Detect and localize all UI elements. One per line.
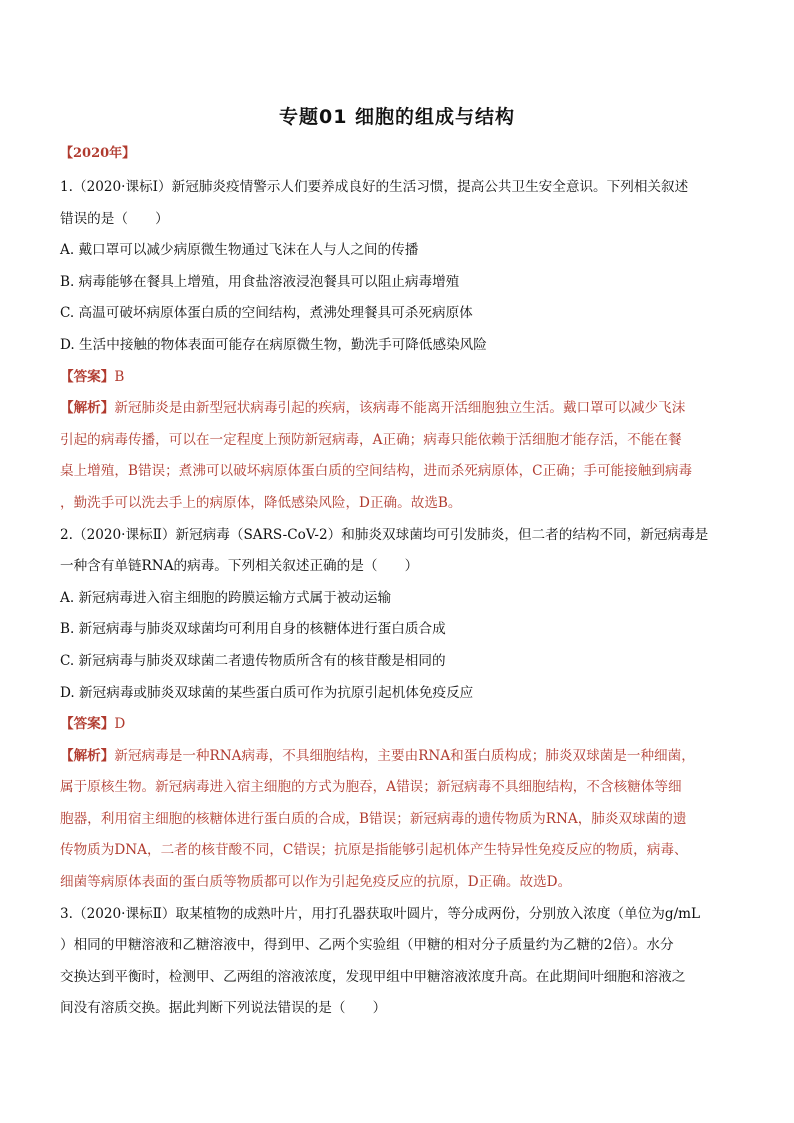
- analysis-line: 桌上增殖，B错误；煮沸可以破坏病原体蛋白质的空间结构，进而杀死病原体，C正确；手可能接触到病毒: [60, 463, 693, 480]
- question-1-option-a: A. 戴口罩可以减少病原微生物通过飞沫在人与人之间的传播: [60, 242, 419, 259]
- answer-tag: 【答案】: [60, 368, 115, 385]
- analysis-line: 传物质为DNA，二者的核苷酸不同，C错误；抗原是指能够引起机体产生特异性免疫反应的物质，病毒、: [60, 842, 688, 859]
- question-1-option-c: C. 高温可破坏病原体蛋白质的空间结构，煮沸处理餐具可杀死病原体: [60, 305, 473, 322]
- question-1-analysis: [60, 393, 738, 425]
- analysis-tag: 【解析】: [60, 400, 115, 417]
- question-2-stem: 一种含有单链RNA的病毒。下列相关叙述正确的是（ ）: [60, 558, 419, 575]
- question-3-stem: 3.（2020·课标Ⅱ）取某植物的成熟叶片，用打孔器获取叶圆片，等分成两份，分别放入浓度（单位为g/mL: [60, 905, 701, 922]
- document-content: [60, 172, 738, 1025]
- question-2-answer: [60, 709, 738, 741]
- question-2-analysis: [60, 741, 738, 773]
- question-1-stem: 1.（2020·课标Ⅰ）新冠肺炎疫情警示人们要养成良好的生活习惯，提高公共卫生安全意识。下列相关叙述: [60, 179, 689, 195]
- analysis-line: 新冠肺炎是由新型冠状病毒引起的疾病，该病毒不能离开活细胞独立生活。戴口罩可以减少飞沫: [114, 400, 686, 417]
- question-1-option-d: D. 生活中接触的物体表面可能存在病原微生物，勤洗手可降低感染风险: [60, 336, 487, 353]
- question-1-answer: [60, 362, 738, 394]
- question-2-option-b: B. 新冠病毒与肺炎双球菌均可利用自身的核糖体进行蛋白质合成: [60, 621, 446, 638]
- answer-tag: 【答案】: [60, 716, 115, 733]
- analysis-line: 引起的病毒传播，可以在一定程度上预防新冠病毒，A正确；病毒只能依赖于活细胞才能存活，不能在餐: [60, 431, 682, 448]
- question-3-stem: 间没有溶质交换。据此判断下列说法错误的是（ ）: [60, 1000, 387, 1017]
- answer-value: B: [114, 368, 125, 385]
- question-2-option-d: D. 新冠病毒或肺炎双球菌的某些蛋白质可作为抗原引起机体免疫反应: [60, 684, 474, 701]
- analysis-line: 胞器，利用宿主细胞的核糖体进行蛋白质的合成，B错误；新冠病毒的遗传物质为RNA，肺炎双球菌的遗: [60, 810, 687, 827]
- question-3-stem: 交换达到平衡时，检测甲、乙两组的溶液浓度，发现甲组中甲糖溶液浓度升高。在此期间叶细胞和溶液之: [60, 968, 686, 985]
- analysis-line: ，勤洗手可以洗去手上的病原体，降低感染风险，D正确。故选B。: [60, 494, 462, 511]
- analysis-line: 新冠病毒是一种RNA病毒，不具细胞结构，主要由RNA和蛋白质构成；肺炎双球菌是一种细菌，: [114, 747, 695, 764]
- analysis-line: 细菌等病原体表面的蛋白质等物质都可以作为引起免疫反应的抗原，D正确。故选D。: [60, 874, 572, 891]
- analysis-tag: 【解析】: [60, 747, 115, 764]
- question-1-option-b: B. 病毒能够在餐具上增殖，用食盐溶液浸泡餐具可以阻止病毒增殖: [60, 273, 460, 290]
- question-1-stem: 错误的是（ ）: [60, 210, 169, 227]
- analysis-line: 属于原核生物。新冠病毒进入宿主细胞的方式为胞吞，A错误；新冠病毒不具细胞结构，不含核糖体等细: [60, 779, 682, 796]
- answer-value: D: [114, 716, 126, 733]
- section-label: 【2020年】: [60, 146, 136, 161]
- page-title: 专题01 细胞的组成与结构: [278, 106, 516, 128]
- question-2-option-c: C. 新冠病毒与肺炎双球菌二者遗传物质所含有的核苷酸是相同的: [60, 652, 446, 669]
- question-2-stem: 2.（2020·课标Ⅱ）新冠病毒（SARS-CoV-2）和肺炎双球菌均可引发肺炎，但二者的结构不同，新冠病毒是: [60, 526, 709, 543]
- question-2-option-a: A. 新冠病毒进入宿主细胞的跨膜运输方式属于被动运输: [60, 589, 392, 606]
- question-3-stem: ）相同的甲糖溶液和乙糖溶液中，得到甲、乙两个实验组（甲糖的相对分子质量约为乙糖的2倍）。水分: [60, 937, 674, 954]
